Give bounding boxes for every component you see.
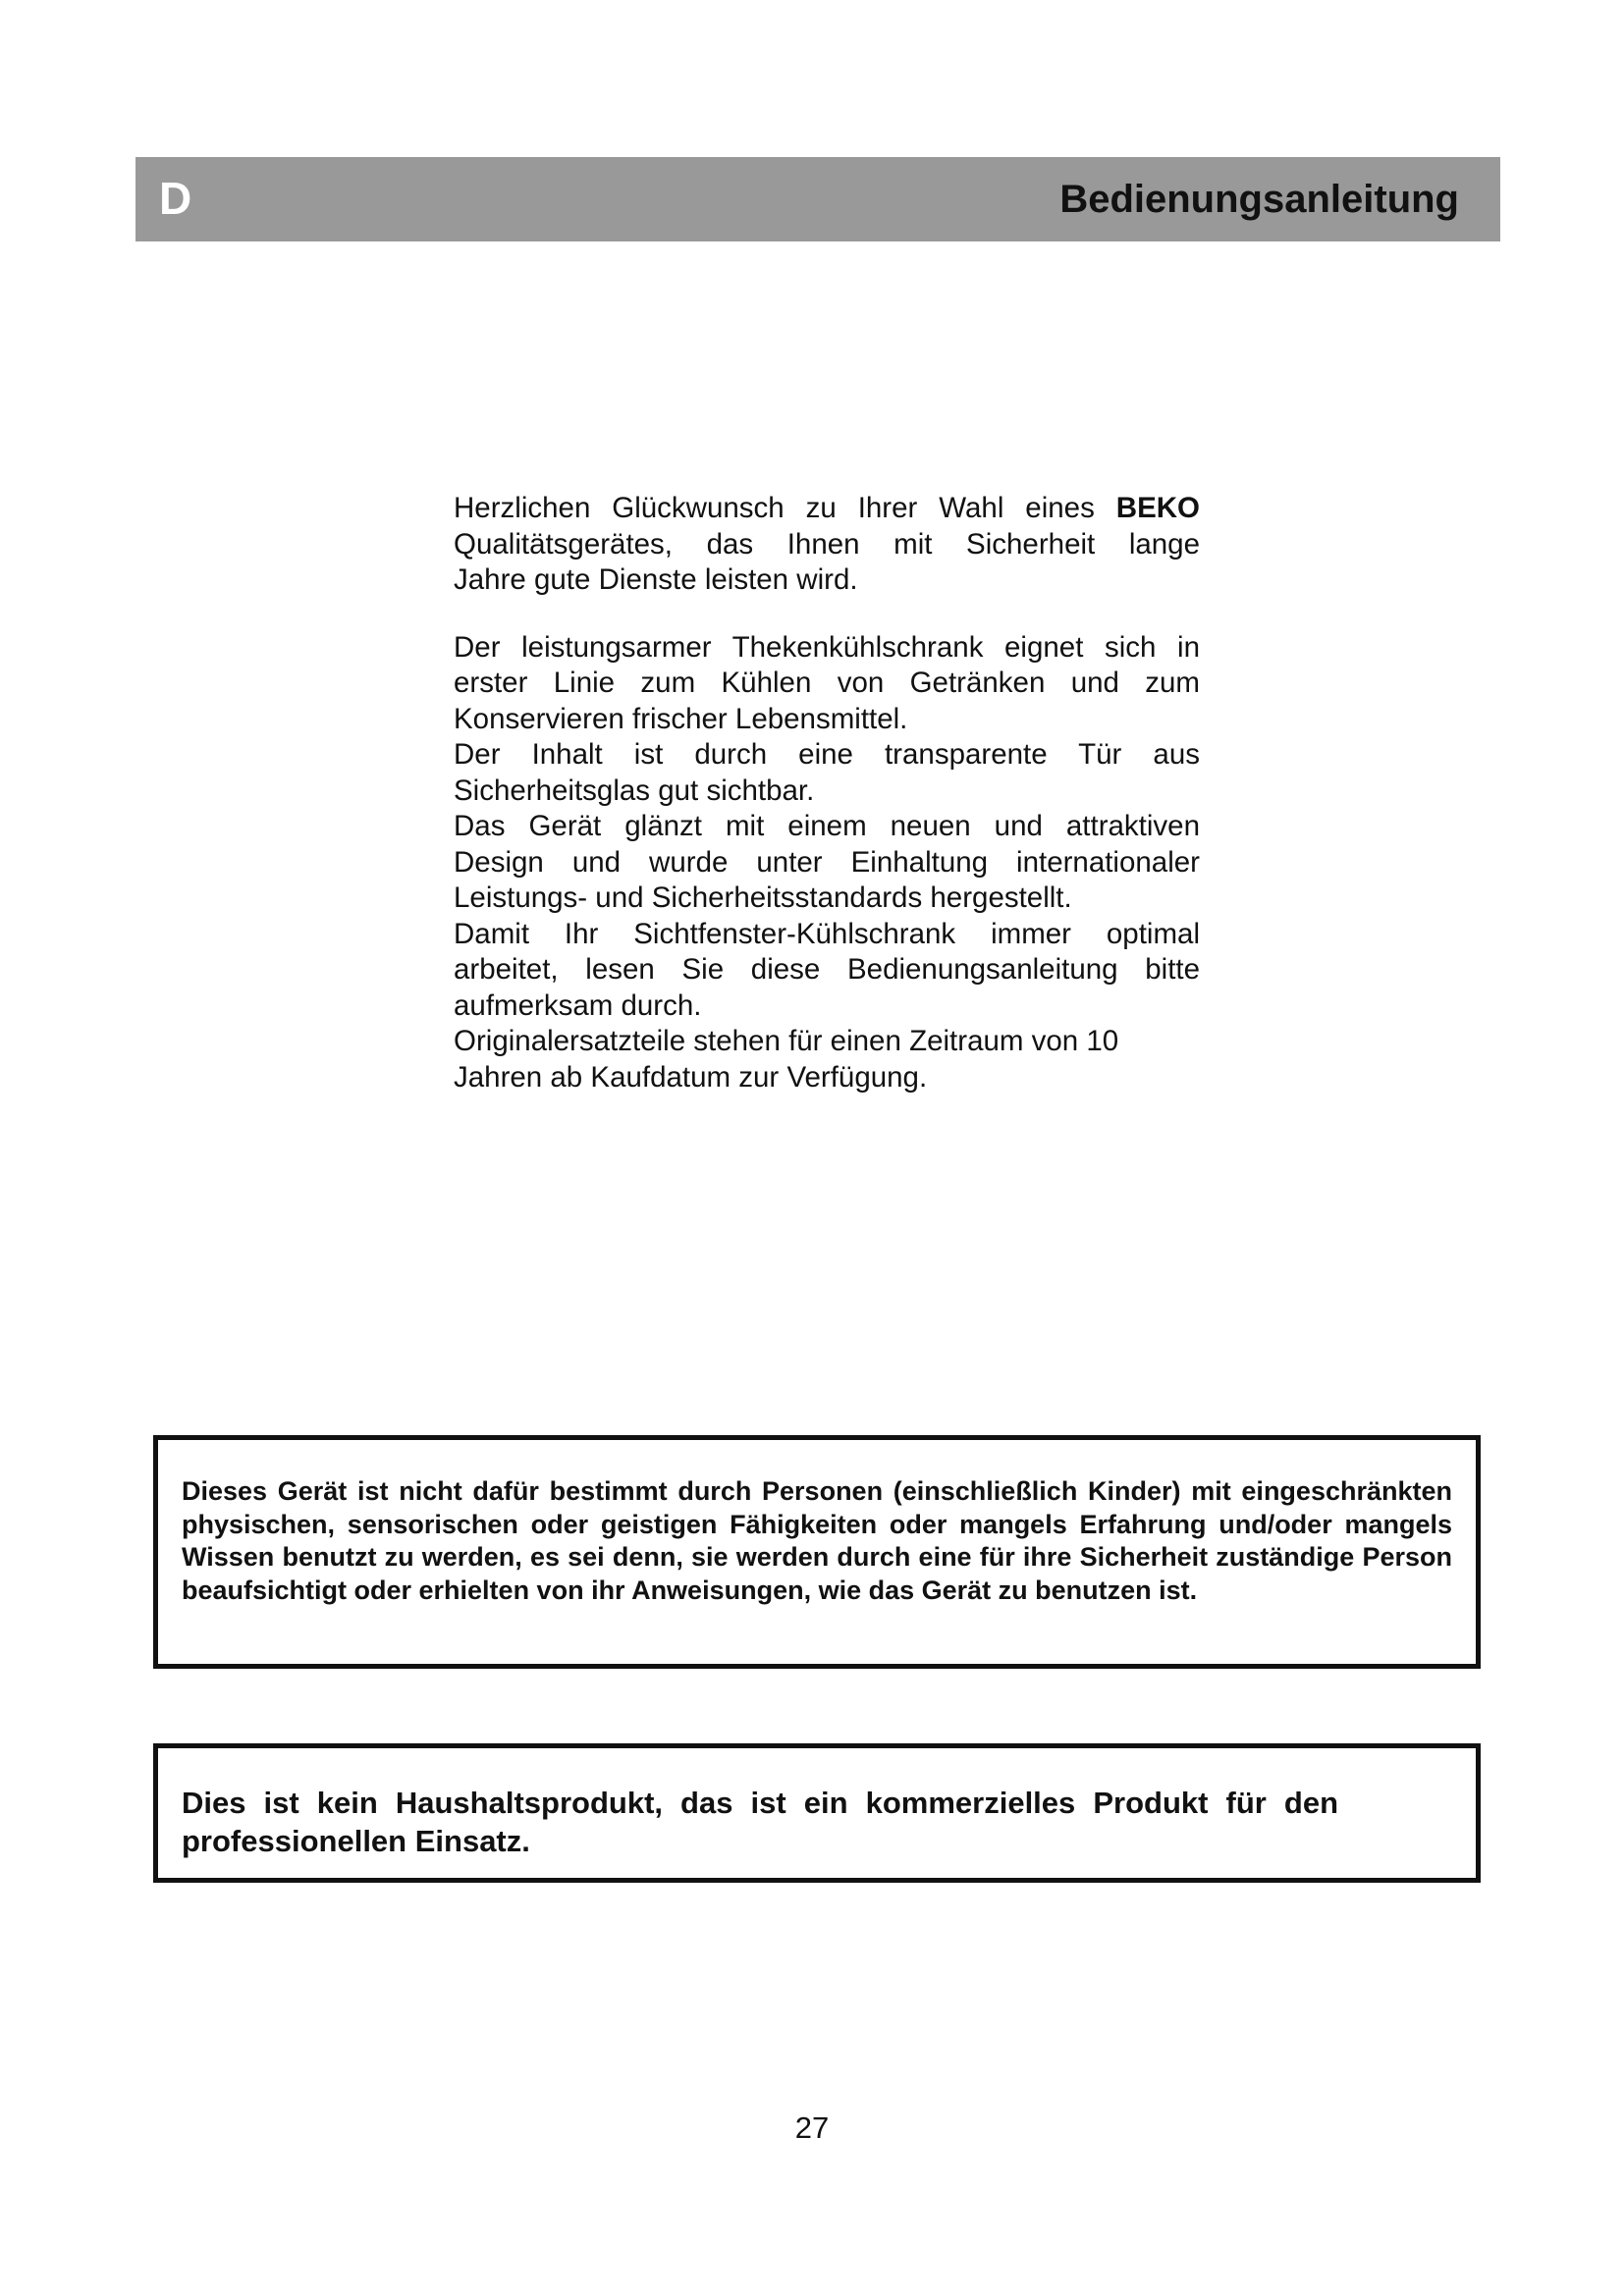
text-line: Originalersatzteile stehen für einen Zeitraum von 10 (454, 1025, 1119, 1057)
page-number: 27 (794, 2110, 830, 2145)
text-line: Herzlichen Glückwunsch zu Ihrer Wahl eines BEKO (454, 492, 1200, 524)
brand-name: BEKO (1115, 492, 1200, 524)
safety-notice-box (153, 1435, 1481, 1669)
text-line: erster Linie zum Kühlen von Getränken und zum (454, 667, 1200, 699)
text-line: Konservieren frischer Lebensmittel. (454, 702, 908, 735)
language-code: D (159, 173, 192, 224)
intro-text (454, 491, 1200, 1095)
text-line: Leistungs- und Sicherheitsstandards hergestellt. (454, 881, 1072, 914)
text-line: Das Gerät glänzt mit einem neuen und attraktiven (454, 810, 1200, 842)
text-line: Jahren ab Kaufdatum zur Verfügung. (454, 1060, 928, 1094)
safety-notice-text: Dieses Gerät ist nicht dafür bestimmt durch Personen (einschließlich Kinder) mit eingeschränkten physischen, sensorischen oder geistigen Fähigkeiten oder mangels Erfahrung und/oder mangels Wissen benutzt zu werden, es sei denn, sie werden durch eine für ihre Sicherheit zuständige Person beaufsichtigt oder erhielten von ihr Anweisungen, wie das Gerät zu benutzen ist. (182, 1476, 1452, 1605)
text-line: Qualitätsgerätes, das Ihnen mit Sicherheit lange (454, 527, 1200, 561)
commercial-notice-text: Dies ist kein Haushaltsprodukt, das ist ein kommerzielles Produkt für den professionellen Einsatz. (182, 1786, 1338, 1858)
text-line: aufmerksam durch. (454, 988, 702, 1022)
text-line: Der Inhalt ist durch eine transparente Tür aus (454, 738, 1200, 771)
intro-paragraph-congratulations (454, 491, 1200, 599)
header-bar (135, 157, 1500, 241)
intro-paragraph-description (454, 630, 1200, 1096)
commercial-notice-box (153, 1743, 1481, 1883)
text-line: Damit Ihr Sichtfenster-Kühlschrank immer optimal (454, 917, 1200, 950)
document-title: Bedienungsanleitung (1059, 178, 1459, 221)
text-line: Design und wurde unter Einhaltung internationaler (454, 845, 1200, 879)
text-line: Sicherheitsglas gut sichtbar. (454, 774, 815, 807)
text-line: arbeitet, lesen Sie diese Bedienungsanleitung bitte (454, 953, 1200, 986)
text-line: Der leistungsarmer Thekenkühlschrank eignet sich in (454, 630, 1200, 664)
text-line: Jahre gute Dienste leisten wird. (454, 563, 858, 596)
